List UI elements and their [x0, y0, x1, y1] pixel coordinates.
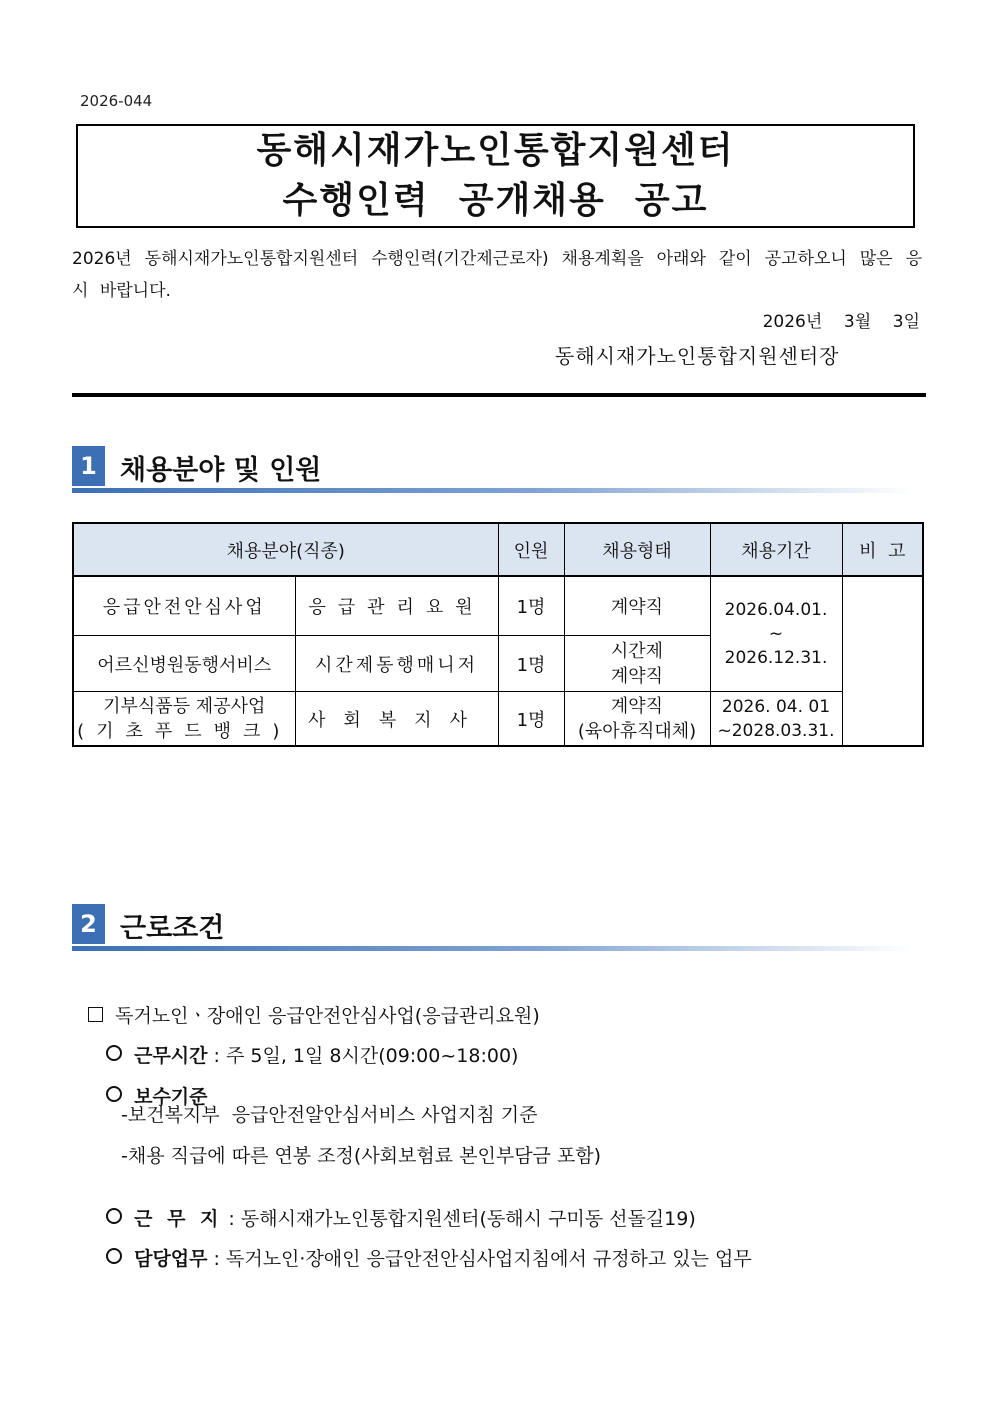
cell-job: 시간제동행매니저 [295, 636, 498, 692]
section-1-underline [72, 488, 912, 493]
section-1-title: 채용분야 및 인원 [120, 455, 322, 486]
table-row [73, 692, 923, 747]
section-2-title: 근로조건 [120, 913, 225, 944]
type-line-1: 시간제 [610, 640, 664, 662]
section-2-number: 2 [72, 904, 105, 944]
period-end: ~2028.03.31. [717, 720, 835, 741]
duty-label: 담당업무 [134, 1248, 208, 1270]
condition-duty [94, 1222, 752, 1271]
cell-program: 어르신병원동행서비스 [73, 636, 295, 692]
header-period: 채용기간 [710, 523, 842, 576]
period-start: 2026. 04. 01 [721, 696, 831, 717]
cell-period-shared [710, 576, 842, 692]
hours-label: 근무시간 [134, 1045, 208, 1067]
cell-program [73, 692, 295, 747]
hours-value: : 주 5일, 1일 8시간(09:00~18:00) [207, 1045, 519, 1067]
conditions-heading-text: 독거노인ㆍ장애인 응급안전안심사업(응급관리요원) [115, 1005, 540, 1027]
circle-bullet-icon [106, 1086, 122, 1102]
pay-detail-1: -보건복지부 응급안전알안심서비스 사업지침 기준 [121, 1104, 538, 1126]
intro-text: 2026년 동해시재가노인통합지원센터 수행인력(기간제근로자) 채용계획을 아래와 같이 공고하오니 많은 응시 바랍니다. [72, 249, 922, 301]
header-count: 인원 [498, 523, 564, 576]
duty-value: : 독거노인·장애인 응급안전안심사업지침에서 규정하고 있는 업무 [207, 1248, 752, 1270]
cell-count: 1명 [498, 692, 564, 747]
period-start: 2026.04.01. [724, 600, 828, 620]
header-type: 채용형태 [564, 523, 710, 576]
table-row [73, 576, 923, 636]
program-line-1: 기부식품등 제공사업 [103, 695, 266, 717]
place-label: 근 무 지 [134, 1208, 223, 1230]
cell-type: 계약직 [564, 576, 710, 636]
type-line-1: 계약직 [610, 695, 664, 717]
circle-bullet-icon [106, 1248, 122, 1264]
document-number: 2026-044 [80, 92, 153, 110]
type-line-2: 계약직 [610, 665, 664, 687]
cell-job: 사회복지사 [295, 692, 498, 747]
announcement-date: 2026년 3월 3일 [762, 312, 920, 332]
title-box [76, 124, 915, 228]
header-field: 채용분야(직종) [73, 523, 498, 576]
pay-detail-2: -채용 직급에 따른 연봉 조정(사회보험료 본인부담금 포함) [121, 1145, 602, 1167]
recruitment-table [72, 522, 924, 747]
issuer: 동해시재가노인통합지원센터장 [555, 344, 840, 368]
divider [72, 393, 926, 397]
cell-count: 1명 [498, 576, 564, 636]
place-value: : 동해시재가노인통합지원센터(동해시 구미동 선돌길19) [222, 1208, 696, 1230]
title-line-2: 수행인력 공개채용 공고 [282, 180, 709, 221]
cell-note [842, 576, 923, 746]
program-line-2: (기초푸드뱅크) [77, 720, 292, 742]
type-line-2: (육아휴직대체) [577, 720, 697, 742]
cell-count: 1명 [498, 636, 564, 692]
circle-bullet-icon [106, 1045, 122, 1061]
cell-type [564, 636, 710, 692]
pay-label: 보수기준 [134, 1086, 208, 1108]
table-header-row [73, 523, 923, 576]
title-line-1: 동해시재가노인통합지원센터 [256, 130, 735, 171]
cell-period [710, 692, 842, 747]
header-note: 비 고 [842, 523, 923, 576]
section-1-number: 1 [72, 446, 105, 486]
cell-job: 응급관리요원 [295, 576, 498, 636]
period-end: 2026.12.31. [724, 648, 828, 668]
cell-program: 응급안전안심사업 [73, 576, 295, 636]
cell-type [564, 692, 710, 747]
section-2-underline [72, 946, 912, 951]
period-tilde: ~ [768, 624, 784, 644]
